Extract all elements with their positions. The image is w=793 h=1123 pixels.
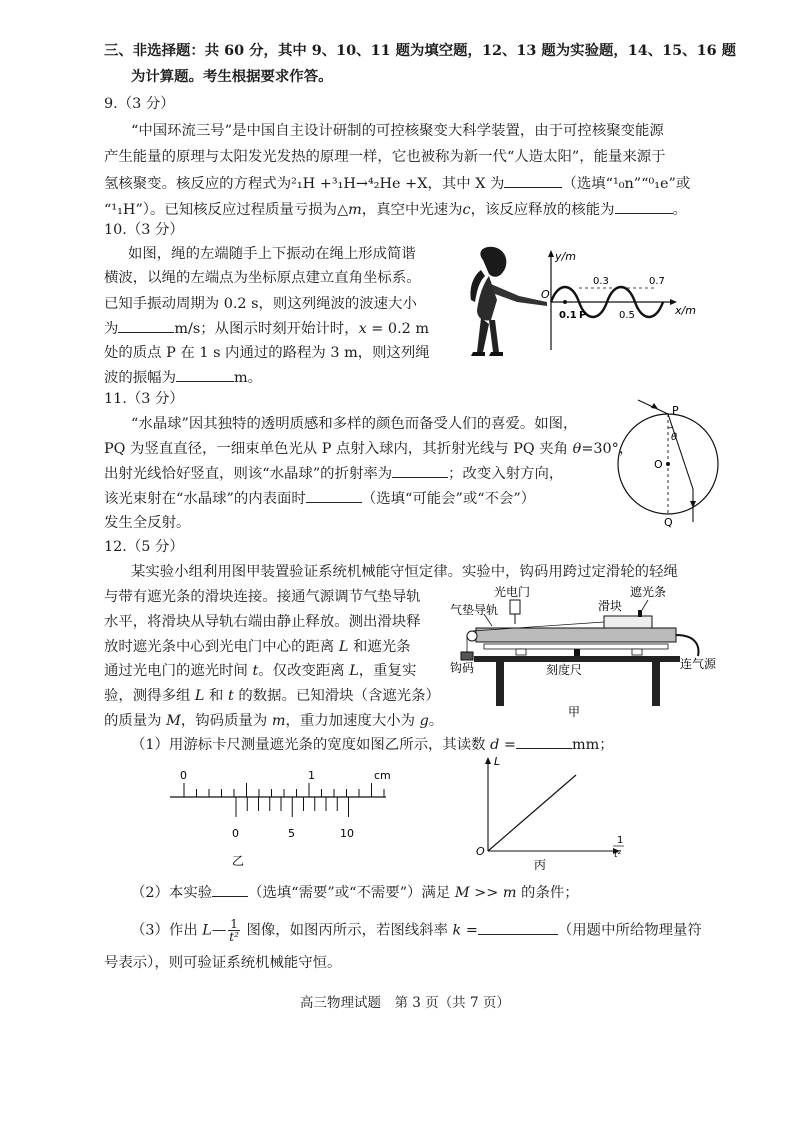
q9-line4-text-b: ，真空中光速为 <box>361 202 463 218</box>
q10-tick-0-5: 0.5 <box>619 310 635 321</box>
label-q: Q <box>664 516 673 529</box>
label-theta: θ <box>671 432 678 443</box>
q12-part3-frac-den: t² <box>229 930 239 944</box>
q12-line2: 与带有遮光条的滑块连接。接通气源调节气垫导轨 <box>104 589 421 605</box>
q10-line5: 处的质点 P 在 1 s 内通过的路程为 3 m，则这列绳 <box>104 345 430 361</box>
q11-line3-text-a: 出射光线恰好竖直，则该“水晶球”的折射率为 <box>104 466 393 482</box>
q10-line4-text-a: 为 <box>104 321 119 337</box>
q12-part3-dash: — <box>211 922 227 939</box>
q12-line6-var-l: L <box>194 688 205 704</box>
q12-line7 <box>104 711 443 731</box>
q12-line7-text-c: ，重力加速度大小为 <box>285 713 420 729</box>
q11-line2 <box>104 439 633 459</box>
q12-part3 <box>131 918 702 943</box>
q12-blank-condition[interactable] <box>212 882 248 897</box>
q10-point-p <box>563 300 567 304</box>
q12-part3-line2: 号表示），则可验证系统机械能守恒。 <box>104 955 342 971</box>
section-title-line2: 为计算题。考生根据要求作答。 <box>131 68 333 85</box>
bing-fit-line <box>488 775 576 851</box>
q12-blank-width[interactable] <box>516 734 572 749</box>
label-p: P <box>672 404 679 417</box>
label-ruler: 刻度尺 <box>546 663 583 677</box>
q10-label-y: y/m <box>555 250 576 263</box>
table-leg-left <box>496 662 504 706</box>
label-photogate: 光电门 <box>494 585 531 599</box>
q12-part1-text-b: = <box>499 737 516 753</box>
q12-part3-frac-num: 1 <box>230 917 238 931</box>
q11-crystal-ball-figure <box>608 396 728 529</box>
q12-line4-text-a: 放时遮光条中心到光电门中心的距离 <box>104 639 339 655</box>
q11-line4 <box>104 488 535 509</box>
q12-part2-gg: >> <box>469 885 503 901</box>
air-hose <box>676 635 698 656</box>
q9-line4 <box>104 199 687 220</box>
q12-part2 <box>131 882 579 903</box>
q12-line5-text-c: ，重复实 <box>358 663 417 679</box>
q12-line7-text-d: 。 <box>428 713 444 729</box>
section-title-line1: 三、非选择题：共 60 分，其中 9、10、11 题为填空题，12、13 题为实验题，14、15、16 题 <box>104 42 737 59</box>
refracted-ray <box>668 414 693 489</box>
main-tick-label-0: 0 <box>180 769 187 782</box>
q9-header: 9.（3 分） <box>104 96 175 112</box>
q12-line7-text-b: ，钩码质量为 <box>180 713 272 729</box>
q12-line5-var-t: t <box>252 663 259 679</box>
q10-tick-0-1: 0.1 <box>559 310 577 321</box>
q12-part2-var-m-small: m <box>502 885 517 901</box>
q12-part1 <box>131 734 614 755</box>
label-weight: 钩码 <box>450 661 475 675</box>
air-rail <box>476 628 676 642</box>
caption-bing: 丙 <box>534 858 547 872</box>
q12-part2-text-a: （2）本实验 <box>131 885 213 901</box>
q10-line4 <box>104 318 429 339</box>
q12-part2-text-b: （选填“需要”或“不需要”）满足 <box>248 885 455 901</box>
q10-line1: 如图，绳的左端随手上下振动在绳上形成简谐 <box>128 246 416 262</box>
label-slider: 滑块 <box>598 599 623 613</box>
q12-line1: 某实验小组利用图甲装置验证系统机械能守恒定律。实验中，钩码用跨过定滑轮的轻绳 <box>131 564 678 580</box>
q11-header: 11.（3 分） <box>104 391 184 407</box>
vernier-scale-ticks <box>236 797 349 817</box>
q12-line5 <box>104 661 416 681</box>
q11-var-theta: θ <box>572 441 582 457</box>
q12-line3: 水平，将滑块从导轨右端由静止释放。测出滑块释 <box>104 614 421 630</box>
q10-wave-figure <box>455 240 700 360</box>
q12-part3-fraction <box>228 918 240 943</box>
label-air-source: 连气源 <box>680 657 717 671</box>
q12-air-track-figure <box>448 585 718 719</box>
q9-line1: “中国环流三号”是中国自主设计研制的可控核聚变大科学装置，由于可控核聚变能源 <box>131 123 664 139</box>
q9-line2: 产生能量的原理与太阳发光发热的原理一样，它也被称为新一代“人造太阳”，能量来源于 <box>104 149 666 165</box>
q10-line6 <box>104 367 262 388</box>
q12-var-g: g <box>419 713 429 729</box>
vernier-label-0: 0 <box>232 827 239 840</box>
q12-line6 <box>104 686 440 706</box>
center-o <box>666 462 670 466</box>
page-footer: 高三物理试题 第 3 页（共 7 页） <box>300 995 510 1011</box>
q11-line3-text-b: ；改变入射方向， <box>448 466 564 482</box>
q12-line7-text-a: 的质量为 <box>104 713 167 729</box>
q10-line3: 已知手振动周期为 0.2 s，则这列绳波的波速大小 <box>104 296 417 312</box>
q11-line2-text-a: PQ 为竖直直径，一细束单色光从 P 点射入球内，其折射光线与 PQ 夹角 <box>104 441 573 457</box>
q11-line5: 发生全反射。 <box>104 515 191 531</box>
q10-var-x: x <box>358 321 367 337</box>
main-scale-ticks <box>184 783 384 797</box>
bing-x-label-num: 1 <box>617 835 624 846</box>
q9-blank-x[interactable] <box>504 173 562 188</box>
q9-equation: ²₁H +³₁H→⁴₂He +X <box>291 176 428 192</box>
bing-label-origin: O <box>476 845 485 858</box>
q9-var-m: m <box>348 202 362 218</box>
q11-line4-text-a: 该光束射在“水晶球”的内表面时 <box>104 491 306 507</box>
q12-part2-text-d: 的条件； <box>516 885 579 901</box>
q12-header: 12.（5 分） <box>104 539 184 555</box>
q12-part3-text-d: （用题中所给物理量符 <box>557 922 702 939</box>
q11-line2-text-b: =30°， <box>581 441 634 457</box>
vernier-label-5: 5 <box>288 827 295 840</box>
main-scale-unit: cm <box>374 769 391 782</box>
q9-var-c: c <box>462 202 471 218</box>
q9-line3-text-a: 氢核聚变。核反应的方程式为 <box>104 176 292 192</box>
vernier-label-10: 10 <box>340 827 354 840</box>
label-shade-strip: 遮光条 <box>630 585 667 599</box>
caption-yi: 乙 <box>232 854 245 868</box>
q9-line4-end: 。 <box>672 202 687 218</box>
main-tick-label-1: 1 <box>308 769 315 782</box>
table-leg-right <box>652 662 660 706</box>
q9-blank-energy[interactable] <box>615 199 673 214</box>
q10-line6-text-a: 波的振幅为 <box>104 370 176 386</box>
q12-part1-text-c: mm； <box>571 737 614 753</box>
q10-y-arrow <box>548 250 554 257</box>
q12-var-m-big: M <box>166 713 181 729</box>
q12-line6-var-t: t <box>228 688 234 704</box>
q10-header: 10.（3 分） <box>104 222 184 238</box>
q12-graph-figure <box>470 755 630 875</box>
q10-label-origin: O <box>541 288 550 301</box>
q11-blank-index[interactable] <box>392 463 448 478</box>
q12-line5-var-l: L <box>349 663 359 679</box>
slider-block <box>604 616 652 628</box>
q12-blank-slope[interactable] <box>478 920 558 935</box>
hanging-weight <box>461 652 473 660</box>
q11-blank-reflection[interactable] <box>306 488 362 503</box>
q12-part1-text-a: （1）用游标卡尺测量遮光条的宽度如图乙所示，其读数 <box>131 737 491 753</box>
photogate <box>510 600 520 614</box>
q12-var-d: d <box>490 737 500 753</box>
q12-line5-text-b: 。仅改变距离 <box>258 663 350 679</box>
q12-line4-text-b: 和遮光条 <box>348 639 411 655</box>
pointer-line <box>642 600 648 610</box>
q10-line6-text-b: m。 <box>233 370 263 386</box>
bing-label-l: L <box>494 755 501 768</box>
q11-line1: “水晶球”因其独特的透明质感和多样的颜色而备受人们的喜爱。如图， <box>131 416 578 432</box>
q12-part3-var-l: L <box>202 922 212 939</box>
q10-tick-0-3: 0.3 <box>593 276 609 287</box>
q12-line6-text-a: 验，测得多组 <box>104 688 195 704</box>
q12-var-m-small: m <box>271 713 286 729</box>
rail-support-right <box>632 649 642 655</box>
q12-vernier-figure <box>170 765 410 875</box>
pulley <box>467 631 477 641</box>
q9-line3-text-c: （选填“¹₀n”“⁰₁e”或 <box>562 176 691 192</box>
q9-line4-text-d: ，该反应释放的核能为 <box>470 202 615 218</box>
bing-x-label-den: t² <box>614 850 622 860</box>
caption-jia: 甲 <box>568 705 581 719</box>
q10-blank-speed[interactable] <box>118 318 174 333</box>
q10-blank-amplitude[interactable] <box>176 367 234 382</box>
label-air-rail: 气垫导轨 <box>450 603 499 617</box>
table-top <box>474 656 680 662</box>
q12-line6-text-c: 的数据。已知滑块（含遮光条） <box>233 688 440 704</box>
q12-part3-text-c: = <box>461 922 478 939</box>
rail-support-left <box>516 649 526 655</box>
q10-label-x: x/m <box>675 304 696 317</box>
ruler-bar <box>484 644 668 649</box>
person-silhouette <box>470 247 547 356</box>
q10-line4-text-b: m/s；从图示时刻开始计时， <box>174 321 359 337</box>
q9-line3-text-b: ，其中 X 为 <box>427 176 505 192</box>
q9-line4-text-a: “¹₁H”）。已知核反应过程质量亏损为△ <box>104 202 349 218</box>
q12-part3-text-a: （3）作出 <box>131 922 203 939</box>
q11-line3 <box>104 463 563 484</box>
q10-label-p: P <box>579 310 587 321</box>
q12-line5-text-a: 通过光电门的遮光时间 <box>104 663 253 679</box>
q12-line6-text-b: 和 <box>204 688 229 704</box>
q10-line4-text-c: = 0.2 m <box>366 321 430 337</box>
q10-tick-0-7: 0.7 <box>649 276 665 287</box>
q12-line4 <box>104 637 411 657</box>
q11-line4-text-b: （选填“可能会”或“不会”） <box>361 491 536 507</box>
q12-part3-text-b: 图像，如图丙所示，若图线斜率 <box>241 922 453 939</box>
q12-var-k: k <box>452 922 462 939</box>
bing-y-arrow <box>485 757 491 764</box>
label-o: O <box>654 458 663 471</box>
q10-line2: 横波，以绳的左端点为坐标原点建立直角坐标系。 <box>104 270 421 286</box>
q9-line3 <box>104 173 690 194</box>
q12-part2-var-m-big: M <box>454 885 470 901</box>
q12-line4-var-l: L <box>338 639 349 655</box>
shade-strip <box>638 610 642 617</box>
emergent-ray-arrow <box>690 501 696 508</box>
